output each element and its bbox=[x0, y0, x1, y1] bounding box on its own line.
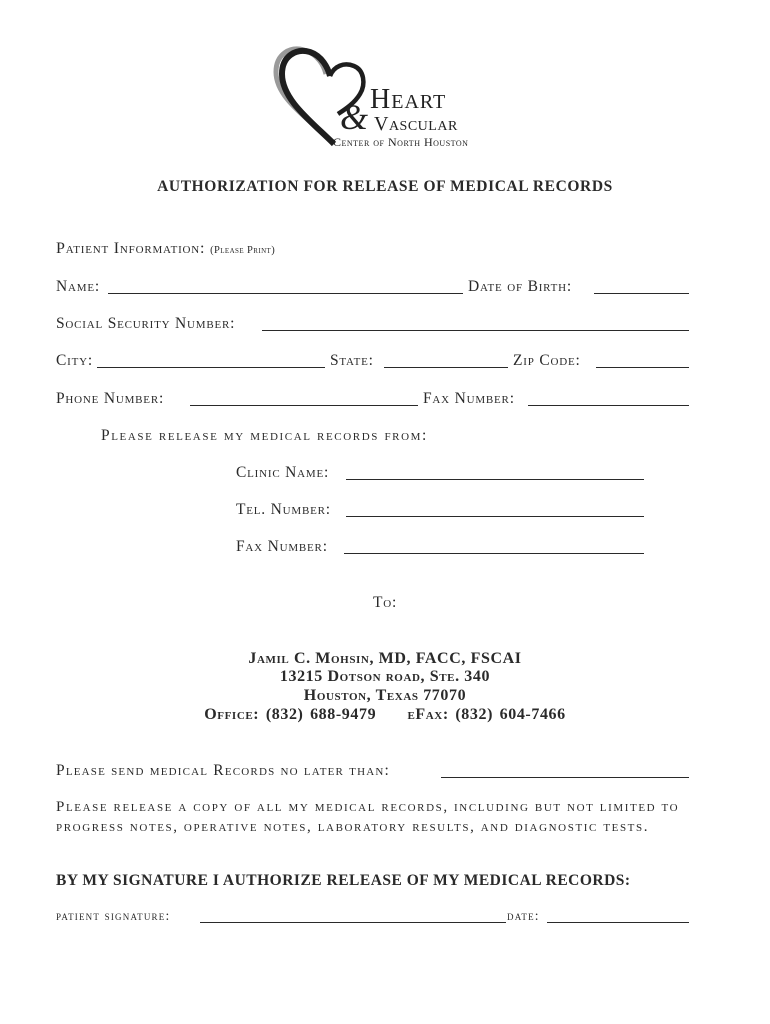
deadline-label: Please send medical Records no later than: bbox=[56, 762, 391, 779]
patient-info-label: Patient Information: bbox=[56, 240, 206, 257]
logo-word-heart: Heart bbox=[370, 84, 447, 115]
recipient-name: Jamil C. Mohsin, MD, FACC, FSCAI bbox=[248, 650, 522, 667]
logo-tagline: Center of North Houston bbox=[333, 135, 469, 149]
clinic-name-label: Clinic Name: bbox=[236, 464, 330, 481]
logo-ampersand: & bbox=[340, 97, 369, 137]
patient-signature-label: patient signature: bbox=[56, 908, 171, 923]
recipient-office-phone: Office: (832) 688-9479 bbox=[204, 706, 377, 723]
name-label: Name: bbox=[56, 278, 100, 295]
recipient-address-1: 13215 Dotson road, Ste. 340 bbox=[279, 668, 491, 685]
recipient-address-2: Houston, Texas 77070 bbox=[303, 687, 467, 704]
patient-signature-field[interactable] bbox=[200, 922, 506, 923]
state-field[interactable] bbox=[384, 367, 508, 368]
clinic-fax-label: Fax Number: bbox=[236, 538, 328, 555]
state-label: State: bbox=[330, 352, 374, 369]
deadline-field[interactable] bbox=[441, 777, 689, 778]
to-label: To: bbox=[372, 594, 398, 611]
clinic-fax-field[interactable] bbox=[344, 553, 644, 554]
fax-field[interactable] bbox=[528, 405, 689, 406]
phone-label: Phone Number: bbox=[56, 390, 165, 407]
zip-label: Zip Code: bbox=[513, 352, 581, 369]
dob-label: Date of Birth: bbox=[468, 278, 573, 295]
please-print-note: (Please Print) bbox=[210, 245, 276, 256]
ssn-field[interactable] bbox=[262, 330, 689, 331]
recipient-contact bbox=[0, 706, 770, 724]
signature-heading: BY MY SIGNATURE I AUTHORIZE RELEASE OF MY MEDICAL RECORDS: bbox=[56, 872, 631, 889]
release-paragraph: Please release a copy of all my medical records, including but not limited to progress notes, operative notes, laboratory results, and diagnostic tests. bbox=[56, 799, 680, 835]
clinic-tel-label: Tel. Number: bbox=[236, 501, 331, 518]
document-title: AUTHORIZATION FOR RELEASE OF MEDICAL RECORDS bbox=[157, 178, 613, 195]
city-field[interactable] bbox=[97, 367, 325, 368]
phone-field[interactable] bbox=[190, 405, 418, 406]
city-label: City: bbox=[56, 352, 93, 369]
patient-info-heading bbox=[56, 240, 275, 258]
date-field[interactable] bbox=[547, 922, 689, 923]
fax-label: Fax Number: bbox=[423, 390, 515, 407]
release-from-intro: Please release my medical records from: bbox=[101, 427, 428, 444]
clinic-name-field[interactable] bbox=[346, 479, 644, 480]
name-field[interactable] bbox=[108, 293, 463, 294]
zip-field[interactable] bbox=[596, 367, 689, 368]
recipient-efax: eFax: (832) 604-7466 bbox=[407, 706, 566, 723]
clinic-tel-field[interactable] bbox=[346, 516, 644, 517]
ssn-label: Social Security Number: bbox=[56, 315, 236, 332]
dob-field[interactable] bbox=[594, 293, 689, 294]
date-label: date: bbox=[507, 908, 540, 923]
logo-word-vascular: Vascular bbox=[374, 113, 458, 135]
